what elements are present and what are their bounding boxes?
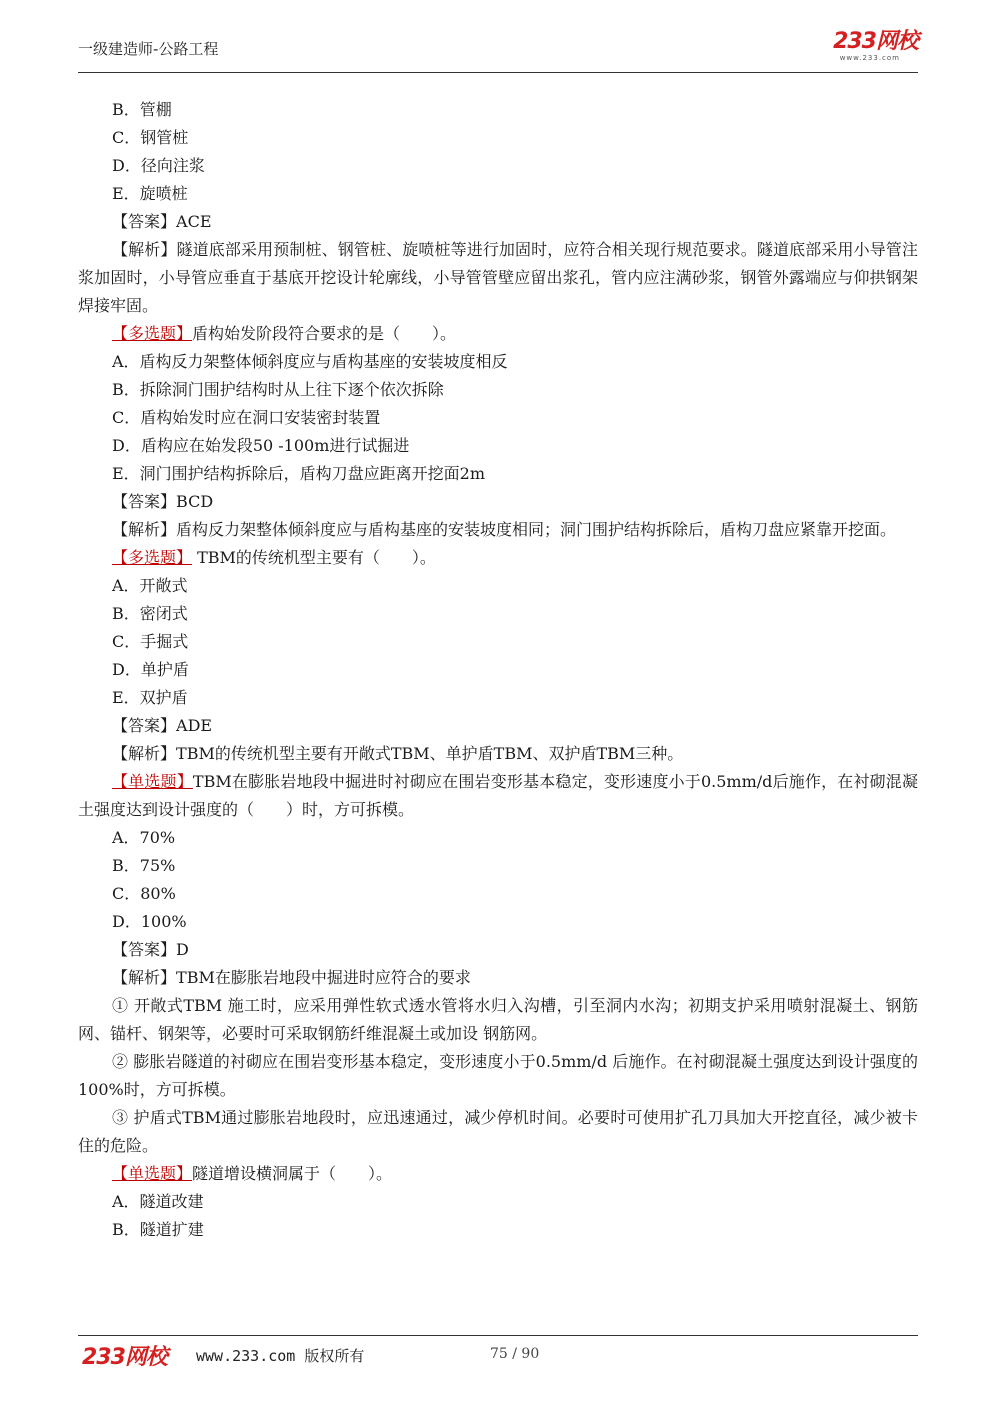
answer-label: 【答案】	[112, 212, 177, 231]
option-line: A．盾构反力架整体倾斜度应与盾构基座的安装坡度相反	[112, 352, 508, 371]
question-type-tag: 【多选题】	[112, 548, 193, 567]
analysis-text: TBM在膨胀岩地段中掘进时应符合的要求	[176, 968, 471, 987]
analysis-paragraph	[78, 1104, 918, 1160]
footer-logo: 233网校	[82, 1345, 167, 1370]
option-line: C．80%	[112, 884, 176, 903]
page-header	[78, 30, 918, 72]
analysis-text: ① 开敞式TBM 施工时，应采用弹性软式透水管将水归入沟槽，引至洞内水沟；初期支护采用喷射混凝土、钢筋网、锚杆、钢架等，必要时可采取钢筋纤维混凝土或加设 钢筋网。	[78, 996, 918, 1043]
option-line: B．75%	[112, 856, 176, 875]
question-line	[78, 544, 918, 572]
answer-line	[78, 208, 918, 236]
option-line: A．隧道改建	[112, 1192, 204, 1211]
answer-line	[78, 488, 918, 516]
question-text: TBM的传统机型主要有（ ）。	[192, 548, 436, 567]
question-text: TBM在膨胀岩地段中掘进时衬砌应在围岩变形基本稳定，变形速度小于0.5mm/d后施作，在衬砌混凝土强度达到设计强度的（ ）时，方可拆模。	[78, 772, 918, 819]
analysis-label: 【解析】	[112, 520, 177, 539]
option-line: D．单护盾	[112, 660, 189, 679]
analysis-text: ② 膨胀岩隧道的衬砌应在围岩变形基本稳定，变形速度小于0.5mm/d 后施作。在衬砌混凝土强度达到设计强度的100%时，方可拆模。	[78, 1052, 918, 1099]
analysis-label: 【解析】	[112, 968, 177, 987]
option-line: E．旋喷桩	[112, 184, 188, 203]
brand-logo	[833, 30, 918, 62]
question-line	[78, 320, 918, 348]
answer-value: BCD	[176, 492, 214, 511]
option-line: D．径向注浆	[112, 156, 205, 175]
page-number: 75 / 90	[490, 1346, 540, 1362]
analysis-paragraph	[78, 236, 918, 320]
analysis-text: TBM的传统机型主要有开敞式TBM、单护盾TBM、双护盾TBM三种。	[176, 744, 684, 763]
logo-url: www.233.com	[839, 54, 900, 62]
analysis-paragraph	[78, 516, 918, 544]
analysis-paragraph	[78, 1048, 918, 1104]
analysis-text: 隧道底部采用预制桩、钢管桩、旋喷桩等进行加固时，应符合相关现行规范要求。隧道底部采用小导管注浆加固时，小导管应垂直于基底开挖设计轮廓线，小导管管壁应留出浆孔，管内应注满砂浆，钢管外露端应与仰拱钢架焊接牢固。	[78, 240, 918, 315]
question-text: 隧道增设横洞属于（ ）。	[192, 1164, 393, 1183]
analysis-paragraph	[78, 992, 918, 1048]
answer-value: ADE	[176, 716, 213, 735]
answer-line	[78, 712, 918, 740]
header-title: 一级建造师-公路工程	[78, 40, 219, 58]
footer-copyright: www.233.com 版权所有	[196, 1347, 365, 1365]
option-line: C．盾构始发时应在洞口安装密封装置	[112, 408, 381, 427]
option-line: D．100%	[112, 912, 187, 931]
analysis-text: ③ 护盾式TBM通过膨胀岩地段时，应迅速通过，减少停机时间。必要时可使用扩孔刀具加大开挖直径，减少被卡住的危险。	[78, 1108, 918, 1155]
analysis-label: 【解析】	[112, 240, 177, 259]
question-line	[78, 768, 918, 824]
option-line: B．密闭式	[112, 604, 188, 623]
page-footer	[78, 1340, 918, 1370]
option-line: A．70%	[112, 828, 176, 847]
analysis-label: 【解析】	[112, 744, 177, 763]
option-line: B．拆除洞门围护结构时从上往下逐个依次拆除	[112, 380, 444, 399]
question-type-tag: 【单选题】	[112, 772, 193, 791]
question-type-tag: 【多选题】	[112, 324, 193, 343]
option-line: A．开敞式	[112, 576, 188, 595]
question-line	[78, 1160, 918, 1188]
footer-divider	[78, 1335, 918, 1336]
answer-value: D	[176, 940, 189, 959]
answer-line	[78, 936, 918, 964]
question-type-tag: 【单选题】	[112, 1164, 193, 1183]
option-line: C．手掘式	[112, 632, 189, 651]
option-line: E．洞门围护结构拆除后，盾构刀盘应距离开挖面2m	[112, 464, 486, 483]
option-line: D．盾构应在始发段50 -100m进行试掘进	[112, 436, 410, 455]
answer-label: 【答案】	[112, 492, 177, 511]
option-line: E．双护盾	[112, 688, 188, 707]
answer-label: 【答案】	[112, 940, 177, 959]
answer-label: 【答案】	[112, 716, 177, 735]
logo-text: 233网校	[833, 29, 918, 54]
analysis-paragraph	[78, 740, 918, 768]
document-body	[78, 96, 918, 1244]
analysis-text: 盾构反力架整体倾斜度应与盾构基座的安装坡度相同；洞门围护结构拆除后，盾构刀盘应紧靠开挖面。	[176, 520, 897, 539]
option-line: B．管棚	[112, 100, 172, 119]
answer-value: ACE	[176, 212, 212, 231]
option-line: C．钢管桩	[112, 128, 189, 147]
header-divider	[78, 72, 918, 73]
question-text: 盾构始发阶段符合要求的是（ ）。	[192, 324, 457, 343]
analysis-paragraph	[78, 964, 918, 992]
option-line: B．隧道扩建	[112, 1220, 204, 1239]
